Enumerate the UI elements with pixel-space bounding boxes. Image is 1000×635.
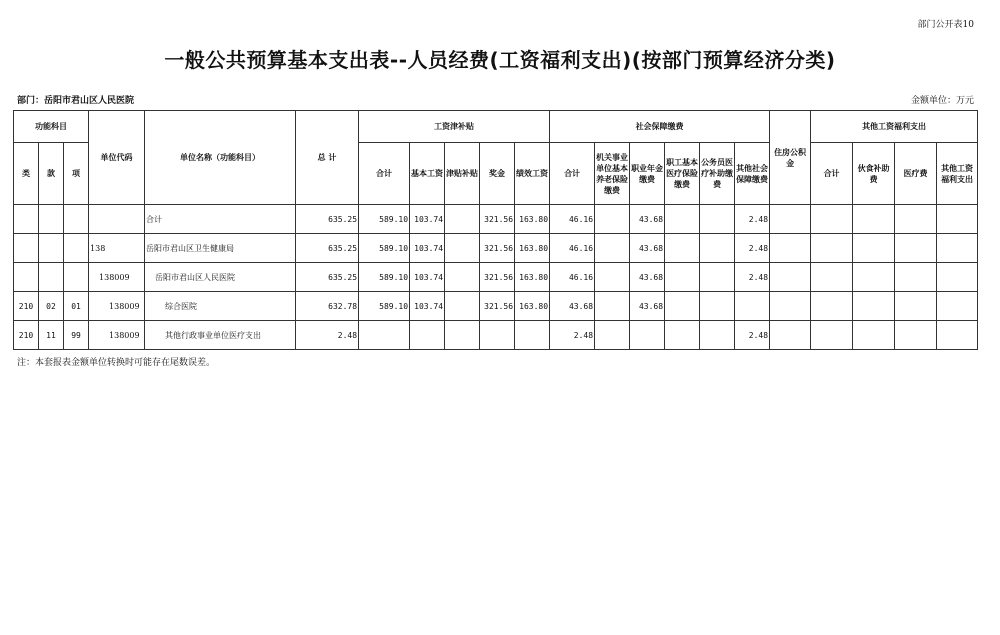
cell-wage-performance: 163.80 (515, 234, 550, 263)
cell-wage-bonus (480, 321, 515, 350)
cell-kuan (39, 205, 64, 234)
cell-unit-code: 138009 (89, 321, 145, 350)
cell-kuan: 11 (39, 321, 64, 350)
cell-social-medical (665, 263, 700, 292)
cell-social-total: 46.16 (550, 263, 595, 292)
amount-unit-label: 金额单位：万元 (910, 96, 974, 106)
table-row (14, 292, 978, 321)
cell-social-total: 46.16 (550, 234, 595, 263)
cell-lei (14, 205, 39, 234)
cell-wage-allowance (445, 321, 480, 350)
header-social-civil-medical: 公务员医疗补助缴费 (700, 143, 735, 205)
header-wage-performance: 绩效工资 (515, 143, 550, 205)
cell-social-annuity (630, 321, 665, 350)
header-other-medical: 医疗费 (895, 143, 937, 205)
cell-social-other: 2.48 (735, 205, 770, 234)
cell-social-annuity: 43.68 (630, 292, 665, 321)
header-unit-name: 单位名称（功能科目） (145, 111, 296, 205)
header-social-medical: 职工基本医疗保险缴费 (665, 143, 700, 205)
department-label: 部门：岳阳市君山区人民医院 (17, 96, 135, 106)
cell-social-annuity: 43.68 (630, 263, 665, 292)
cell-lei (14, 263, 39, 292)
cell-other-food (853, 234, 895, 263)
cell-xiang (64, 234, 89, 263)
header-social-other: 其他社会保障缴费 (735, 143, 770, 205)
cell-social-total: 2.48 (550, 321, 595, 350)
cell-wage-performance (515, 321, 550, 350)
cell-other-total (811, 234, 853, 263)
cell-other-total (811, 205, 853, 234)
cell-housing (770, 205, 811, 234)
cell-xiang: 99 (64, 321, 89, 350)
header-wage-basic: 基本工资 (410, 143, 445, 205)
cell-housing (770, 234, 811, 263)
cell-wage-total: 589.10 (359, 263, 410, 292)
cell-wage-performance: 163.80 (515, 263, 550, 292)
cell-kuan: 02 (39, 292, 64, 321)
cell-unit-name: 岳阳市君山区人民医院 (145, 263, 296, 292)
cell-wage-basic: 103.74 (410, 263, 445, 292)
header-total: 总 计 (296, 111, 359, 205)
cell-other-welfare (937, 234, 978, 263)
header-wage-allowance: 津贴补贴 (445, 143, 480, 205)
page-title: 一般公共预算基本支出表--人员经费(工资福利支出)(按部门预算经济分类) (164, 48, 836, 72)
cell-social-annuity: 43.68 (630, 205, 665, 234)
cell-other-medical (895, 263, 937, 292)
header-wage-total: 合计 (359, 143, 410, 205)
cell-social-other: 2.48 (735, 263, 770, 292)
header-lei: 类 (14, 143, 39, 205)
header-social-total: 合计 (550, 143, 595, 205)
cell-social-pension (595, 292, 630, 321)
cell-social-pension (595, 321, 630, 350)
cell-social-civil-medical (700, 321, 735, 350)
cell-social-medical (665, 321, 700, 350)
cell-social-medical (665, 292, 700, 321)
cell-unit-code: 138 (89, 234, 145, 263)
cell-social-pension (595, 263, 630, 292)
cell-total: 635.25 (296, 234, 359, 263)
cell-wage-basic (410, 321, 445, 350)
cell-wage-total: 589.10 (359, 234, 410, 263)
header-other-food: 伙食补助费 (853, 143, 895, 205)
header-housing: 住房公积金 (770, 111, 811, 205)
table-row (14, 205, 978, 234)
cell-other-welfare (937, 263, 978, 292)
table-number-label: 部门公开表10 (917, 20, 974, 30)
cell-other-medical (895, 205, 937, 234)
header-social-pension: 机关事业单位基本养老保险缴费 (595, 143, 630, 205)
cell-social-civil-medical (700, 205, 735, 234)
cell-lei (14, 234, 39, 263)
cell-other-welfare (937, 292, 978, 321)
cell-total: 2.48 (296, 321, 359, 350)
header-other-group: 其他工资福利支出 (811, 111, 978, 143)
cell-wage-bonus: 321.56 (480, 234, 515, 263)
cell-other-food (853, 292, 895, 321)
cell-other-medical (895, 321, 937, 350)
cell-other-food (853, 263, 895, 292)
header-social-group: 社会保障缴费 (550, 111, 770, 143)
table-row (14, 234, 978, 263)
cell-wage-basic: 103.74 (410, 234, 445, 263)
cell-other-medical (895, 234, 937, 263)
header-social-annuity: 职业年金缴费 (630, 143, 665, 205)
cell-social-civil-medical (700, 292, 735, 321)
cell-wage-allowance (445, 263, 480, 292)
cell-xiang: 01 (64, 292, 89, 321)
cell-wage-total: 589.10 (359, 205, 410, 234)
cell-lei: 210 (14, 321, 39, 350)
cell-housing (770, 292, 811, 321)
cell-total: 635.25 (296, 263, 359, 292)
cell-unit-name: 岳阳市君山区卫生健康局 (145, 234, 296, 263)
cell-social-total: 46.16 (550, 205, 595, 234)
cell-wage-total: 589.10 (359, 292, 410, 321)
cell-other-food (853, 205, 895, 234)
cell-wage-basic: 103.74 (410, 292, 445, 321)
cell-wage-performance: 163.80 (515, 205, 550, 234)
cell-wage-total (359, 321, 410, 350)
cell-other-welfare (937, 321, 978, 350)
cell-other-welfare (937, 205, 978, 234)
cell-lei: 210 (14, 292, 39, 321)
cell-unit-code: 138009 (89, 292, 145, 321)
header-func-subject: 功能科目 (14, 111, 89, 143)
cell-wage-performance: 163.80 (515, 292, 550, 321)
cell-other-food (853, 321, 895, 350)
cell-unit-name: 综合医院 (145, 292, 296, 321)
cell-xiang (64, 205, 89, 234)
cell-social-other: 2.48 (735, 234, 770, 263)
header-other-welfare: 其他工资福利支出 (937, 143, 978, 205)
cell-wage-bonus: 321.56 (480, 263, 515, 292)
cell-total: 635.25 (296, 205, 359, 234)
cell-unit-code (89, 205, 145, 234)
cell-social-other: 2.48 (735, 321, 770, 350)
cell-housing (770, 263, 811, 292)
cell-social-total: 43.68 (550, 292, 595, 321)
cell-social-other (735, 292, 770, 321)
header-wage-bonus: 奖金 (480, 143, 515, 205)
cell-unit-name: 合计 (145, 205, 296, 234)
header-unit-code: 单位代码 (89, 111, 145, 205)
cell-housing (770, 321, 811, 350)
cell-social-medical (665, 205, 700, 234)
cell-kuan (39, 263, 64, 292)
cell-wage-allowance (445, 292, 480, 321)
cell-social-civil-medical (700, 263, 735, 292)
cell-wage-allowance (445, 234, 480, 263)
cell-other-total (811, 292, 853, 321)
cell-kuan (39, 234, 64, 263)
cell-social-medical (665, 234, 700, 263)
cell-xiang (64, 263, 89, 292)
cell-social-civil-medical (700, 234, 735, 263)
table-row (14, 263, 978, 292)
cell-unit-code: 138009 (89, 263, 145, 292)
budget-table (13, 110, 978, 350)
cell-other-total (811, 321, 853, 350)
cell-other-medical (895, 292, 937, 321)
header-kuan: 款 (39, 143, 64, 205)
footnote: 注：本套报表金额单位转换时可能存在尾数误差。 (17, 358, 216, 368)
cell-social-pension (595, 205, 630, 234)
cell-social-pension (595, 234, 630, 263)
cell-social-annuity: 43.68 (630, 234, 665, 263)
cell-wage-bonus: 321.56 (480, 205, 515, 234)
cell-wage-bonus: 321.56 (480, 292, 515, 321)
header-other-total: 合计 (811, 143, 853, 205)
cell-unit-name: 其他行政事业单位医疗支出 (145, 321, 296, 350)
cell-wage-allowance (445, 205, 480, 234)
header-wage-group: 工资津补贴 (359, 111, 550, 143)
header-xiang: 项 (64, 143, 89, 205)
cell-total: 632.78 (296, 292, 359, 321)
cell-wage-basic: 103.74 (410, 205, 445, 234)
cell-other-total (811, 263, 853, 292)
table-row (14, 321, 978, 350)
